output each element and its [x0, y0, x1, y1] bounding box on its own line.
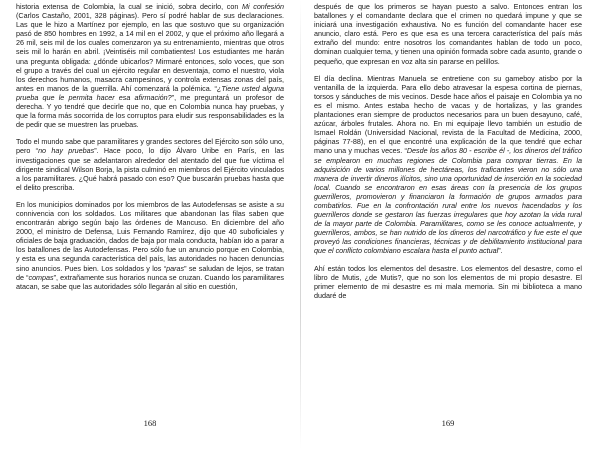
left-page [16, 2, 284, 410]
italic-text: no hay pruebas [38, 146, 95, 156]
right-paragraph [314, 74, 582, 256]
body-text: En los municipios dominados por los miembros de las Autodefensas se asiste a su connivencia con los soldados. Los militares que abandonan las filas saben que encontrarán abrigo según bajo las órdenes de Mancuso. En diciembre del año 2000, el ministro de Defensa, Luis Fernando Ramírez, dijo que 40 suboficiales y oficiales de baja graduación, dados de baja por mala conducta, habían ido a parar a los batallones de las Autodefensas. Pero sólo fue un anuncio porque en Colombia, y esta es una segunda característica del país, las autoridades no hacen denuncias sino anuncios. Pues bien. Los soldados y los “ [16, 199, 284, 273]
right-paragraph [314, 264, 582, 300]
body-text: Todo el mundo sabe que paramilitares y grandes sectores del Ejército son sólo uno, pero “ [16, 137, 284, 156]
body-text: ”, me preguntará un profesor de derecha. Y yo tendré que decirle que no, que en Colombia nunca hay pruebas, y que la forma más socorrida de los corruptos para eludir sus responsabilidades es la de pedir que se muestren las pruebas. [16, 92, 284, 130]
italic-text: paras [166, 263, 185, 273]
right-page [314, 2, 582, 410]
body-text: después de que los primeros se hayan puesto a salvo. Entonces entran los batallones y el comandante declara que el crimen no quedará impune y que se iniciará una investigación exhaustiva. No es función del comandante hacer ese anuncio, claro está. Pero es que esa es una tercera característica del país más extraño del mundo: entre nosotros los comandantes hablan de todo un poco, dominan cualquier tema, y tienen una opinión formada sobre cada asunto, grande o pequeño, que expresan en voz alta sin pararse en pelillos. [314, 2, 582, 66]
left-paragraph [16, 2, 284, 129]
body-text: ”, extrañamente sus horarios nunca se cruzan. Cuando los paramilitares atacan, se sabe que las autoridades sólo llegarán al sitio en cuestión, [16, 272, 284, 291]
body-text: El día declina. Mientras Manuela se entretiene con su gameboy atisbo por la ventanilla de la izquierda. Para ello debo atravesar la espesa cortina de piernas, torsos y sánduches de mis vecinos. Desde hace años el paisaje en Colombia ya no es el mismo. Antes estaba hecho de vacas y de hortalizas, y las grandes plantaciones eran siempre de productos necesarios para un buen desayuno, café, azúcar, árboles frutales. Ahora no. En mi equipaje llevo también un estudio de Ismael Roldán (Universidad Nacional, revista de la Facultad de Medicina, 2000, páginas 77-88), en el que encontré una explicación de la que tendré que echar mano una y muchas veces. “ [314, 73, 582, 156]
italic-text: Desde los años 80 - escribe él -, los dineros del tráfico se emplearon en muchas regiones de Colombia para comprar tierras. En la adquisición de varios millones de hectáreas, los traficantes vieron no sólo una manera de invertir dineros ilícitos, sino una oportunidad de inserción en la sociedad local. Cuando se encontraron en esas áreas con la presencia de los grupos guerrilleros, promovieron y financiaron la formación de grupos armados para combatirlos. Fue en la confrontación rural entre los nuevos hacendados y los guerrilleros donde se gestaron las fuerzas irregulares que hoy azotan la vida rural de la mayor parte de Colombia. Paramilitares, como se les conoce actualmente, y guerrilleros, ambos, se han nutrido de los dineros del narcotráfico y fue este el que proveyó las condiciones financieras, técnicas y de debilitamiento institucional para que el conflicto colombiano escalara hasta el punto actual [314, 146, 582, 256]
italic-text: Mi confesión [242, 2, 284, 11]
body-text: ”. [498, 246, 503, 256]
body-text: Ahí están todos los elementos del desastre. Los elementos del desastre, como el libro de Mutis, ¿de Mutis?, que no son los elementos de mi propio desastre. El primer elemento de mi desastre es mi mala memoria. Sin mi biblioteca a mano dudaré de [314, 263, 582, 300]
body-text: (Carlos Castaño, 2001, 328 páginas). Pero sí podré hablar de sus declaraciones. Las que le hizo a Martínez por ejemplo, en las que sostuvo que su organización pasó de 850 hombres en 1992, a 14 mil en el 2002, y que el próximo año llegará a 26 mil, seis mil de los cuales comenzaron ya su entrenamiento, mientras que otros seis mil lo harán en abril. ¡Veintiséis mil combatientes! Los estudiantes me harán una pregunta obligada: ¿dónde ubicarlos? Mirmaré entonces, solo voces, que son el grupo a través del cual un ejército regular en desventaja, como el nuestro, viola los derechos humanos, masacra campesinos, y controla extensas zonas del país, antes en manos de la guerrilla. Ahí comenzará la polémica. “ [16, 11, 284, 93]
left-page-number: 168 [143, 418, 157, 428]
left-paragraph [16, 200, 284, 291]
right-page-number: 169 [441, 418, 455, 428]
left-paragraph [16, 137, 284, 192]
italic-text: ¿Tiene usted alguna prueba que le permita hacer esa afirmación? [16, 83, 284, 102]
body-text: ” se saludan de lejos, se tratan de “ [16, 263, 284, 282]
book-gutter [300, 0, 301, 450]
right-paragraph [314, 2, 582, 66]
italic-text: compas [28, 272, 54, 282]
body-text: ”. Hace poco, lo dijo Álvaro Uribe en París, en las investigaciones que se adelantaron alrededor del atentado del que fue víctima el dirigente sindical Wilson Borja, la pista culminó en miembros del Ejército vinculados a los paramilitares. ¿Qué habrá pasado con eso? Que buscarán pruebas hasta que el delito prescriba. [16, 146, 284, 192]
body-text: historia extensa de Colombia, la cual se inició, sobra decirlo, con [16, 2, 243, 11]
